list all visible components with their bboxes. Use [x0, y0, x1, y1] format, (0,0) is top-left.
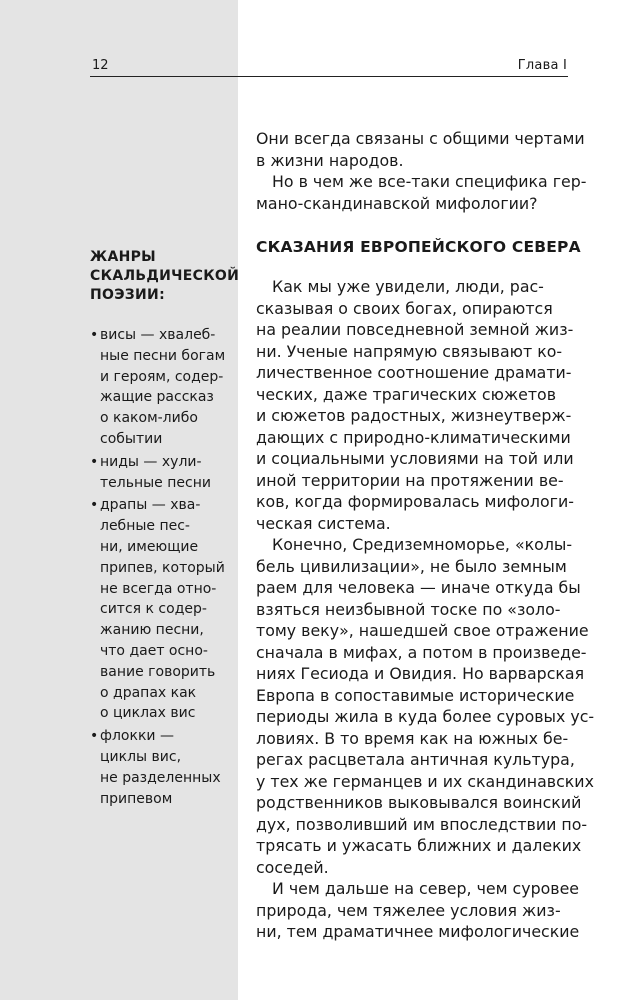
genre-line: ни, имеющие	[100, 538, 199, 555]
genre-line: и героям, содер-	[100, 368, 224, 385]
body-paragraph	[256, 534, 595, 878]
text-line: сказывая о своих богах, опираются	[256, 298, 553, 318]
text-line: периоды жила в куда более суровых ус-	[256, 707, 595, 726]
text-line: Как мы уже увидели, люди, рас-	[272, 277, 544, 296]
text-line: на реалии повседневной земной жиз-	[256, 320, 574, 339]
genre-line: драпы — хва-	[100, 497, 201, 514]
text-line: иной территории на протяжении ве-	[256, 470, 564, 490]
text-line: ниях Гесиода и Овидия. Но варварская	[256, 664, 585, 683]
body-paragraph	[256, 878, 580, 943]
text-line: Европа в сопоставимые исторические	[256, 685, 575, 705]
genre-item-drapy	[90, 495, 230, 724]
genre-line: вание говорить	[100, 663, 216, 680]
text-line: ков, когда формировалась мифологи-	[256, 492, 574, 511]
intro-paragraph	[256, 128, 585, 171]
sidebar-genres	[90, 248, 240, 811]
text-line: взяться неизбывной тоске по «золо-	[256, 599, 561, 619]
text-line: трясать и ужасать ближних и далеких	[256, 836, 582, 855]
genre-line: что дает осно-	[100, 642, 208, 659]
genre-line: циклы вис,	[100, 748, 182, 765]
text-line: родственников выковывался воинский	[256, 793, 582, 812]
genre-line: висы — хвалеб-	[100, 327, 216, 343]
text-line: регах расцветала античная культура,	[256, 750, 575, 769]
text-line: природа, чем тяжелее условия жиз-	[256, 900, 561, 920]
genre-item-nidy	[90, 452, 230, 494]
text-line: соседей.	[256, 857, 329, 877]
intro-paragraph	[256, 171, 587, 214]
genre-line: не разделенных	[100, 769, 221, 786]
text-line: И чем дальше на север, чем суровее	[272, 879, 580, 898]
text-line: ни. Ученые напрямую связывают ко-	[256, 341, 563, 361]
sidebar-heading	[90, 248, 240, 305]
bullet-icon: •	[90, 728, 99, 745]
genre-line: о циклах вис	[100, 705, 196, 722]
bullet-icon: •	[90, 497, 99, 514]
genre-line: о драпах как	[100, 684, 197, 701]
body-paragraph	[256, 276, 574, 534]
text-line: дающих с природно-климатическими	[256, 427, 571, 447]
chapter-title: Глава I	[517, 58, 567, 73]
text-line: личественное соотношение драмати-	[256, 363, 572, 382]
genre-line: сится к содер-	[100, 601, 207, 618]
bullet-icon: •	[90, 327, 99, 343]
text-line: у тех же германцев и их скандинавских	[256, 771, 594, 791]
text-line: в жизни народов.	[256, 150, 404, 170]
text-line: Но в чем же все-таки специфика гер-	[272, 172, 587, 191]
sidebar-heading-line: СКАЛЬДИЧЕСКОЙ	[90, 268, 240, 284]
genre-line: не всегда отно-	[100, 580, 217, 597]
genre-line: жанию песни,	[100, 622, 204, 639]
text-line: ловиях. В то время как на южных бе-	[256, 728, 569, 748]
page-number: 12	[92, 58, 109, 73]
genre-line: ные песни богам	[100, 347, 226, 364]
genre-line: припев, который	[100, 559, 225, 576]
genre-item-flokki	[90, 726, 230, 809]
genre-line: припевом	[100, 790, 173, 807]
sidebar-heading-line: ЖАНРЫ	[90, 249, 156, 265]
genre-line: тельные песни	[100, 474, 211, 491]
text-line: дух, позволивший им впоследствии по-	[256, 814, 588, 834]
genre-line: ниды — хули-	[100, 453, 202, 470]
section-heading: СКАЗАНИЯ ЕВРОПЕЙСКОГО СЕВЕРА	[256, 238, 581, 256]
text-line: ни, тем драматичнее мифологические	[256, 922, 580, 941]
text-line: мано-скандинавской мифологии?	[256, 193, 538, 213]
main-text	[256, 128, 595, 943]
text-line: ческих, даже трагических сюжетов	[256, 384, 557, 404]
genre-line: о каком-либо	[100, 410, 198, 427]
text-line: бель цивилизации», не было земным	[256, 556, 567, 576]
text-line: и социальными условиями на той или	[256, 449, 574, 468]
genre-line: лебные пес-	[100, 518, 190, 535]
text-line: тому веку», нашедшей свое отражение	[256, 621, 589, 640]
genre-line: событии	[100, 430, 163, 447]
text-line: и сюжетов радостных, жизнеутверж-	[256, 406, 572, 425]
sidebar-heading-line: ПОЭЗИИ:	[90, 287, 165, 303]
genre-item-visy	[90, 325, 230, 450]
text-line: Они всегда связаны с общими чертами	[256, 129, 585, 148]
text-line: сначала в мифах, а потом в произведе-	[256, 642, 587, 662]
bullet-icon: •	[90, 453, 99, 470]
genre-line: флокки —	[100, 728, 174, 745]
text-line: ческая система.	[256, 513, 391, 533]
genre-line: жащие рассказ	[100, 389, 214, 406]
text-line: Конечно, Средиземноморье, «колы-	[272, 535, 573, 554]
text-line: раем для человека — иначе откуда бы	[256, 578, 581, 597]
header-divider	[90, 76, 568, 77]
